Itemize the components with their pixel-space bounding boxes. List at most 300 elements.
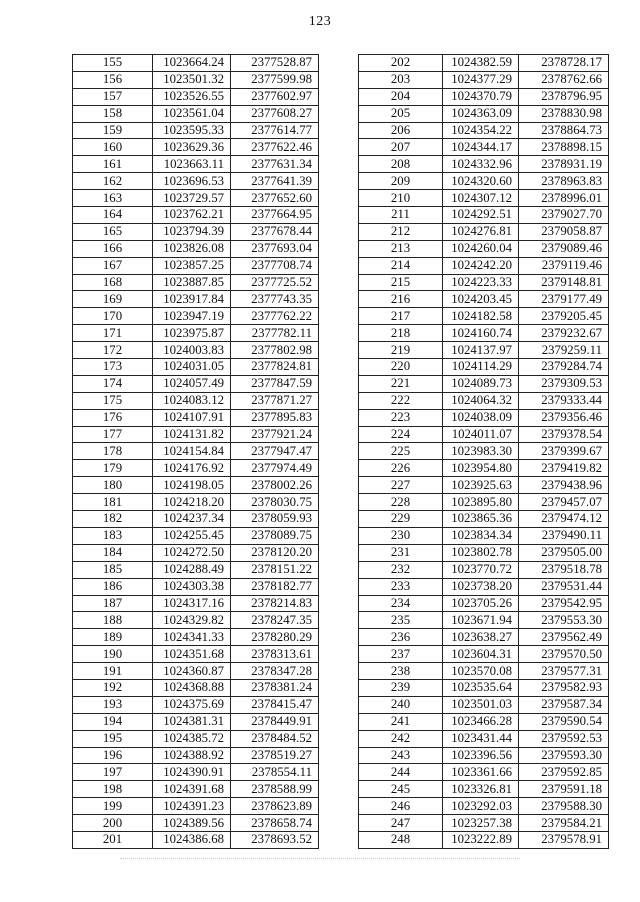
x-coordinate-cell: 1023729.57 [153, 190, 231, 207]
x-coordinate-cell: 1023802.78 [443, 544, 519, 561]
x-coordinate-cell: 1023887.85 [153, 274, 231, 291]
table-row [359, 494, 609, 511]
x-coordinate-cell: 1024107.91 [153, 409, 231, 426]
point-number-cell: 194 [73, 713, 153, 730]
y-coordinate-cell: 2378151.22 [231, 561, 319, 578]
y-coordinate-cell: 2378554.11 [231, 764, 319, 781]
y-coordinate-cell: 2378898.15 [519, 139, 609, 156]
table-row [73, 190, 319, 207]
point-number-cell: 166 [73, 240, 153, 257]
table-row [73, 747, 319, 764]
table-row [359, 257, 609, 274]
x-coordinate-cell: 1023501.03 [443, 696, 519, 713]
table-row [359, 629, 609, 646]
table-row [73, 359, 319, 376]
x-coordinate-cell: 1024176.92 [153, 460, 231, 477]
point-number-cell: 180 [73, 477, 153, 494]
y-coordinate-cell: 2377947.47 [231, 443, 319, 460]
y-coordinate-cell: 2379591.18 [519, 781, 609, 798]
table-row [73, 663, 319, 680]
point-number-cell: 175 [73, 392, 153, 409]
point-number-cell: 193 [73, 696, 153, 713]
point-number-cell: 231 [359, 544, 443, 561]
x-coordinate-cell: 1024089.73 [443, 375, 519, 392]
y-coordinate-cell: 2377608.27 [231, 105, 319, 122]
table-row [359, 359, 609, 376]
point-number-cell: 158 [73, 105, 153, 122]
table-row [73, 831, 319, 848]
x-coordinate-cell: 1024057.49 [153, 375, 231, 392]
y-coordinate-cell: 2378059.93 [231, 511, 319, 528]
point-number-cell: 187 [73, 595, 153, 612]
y-coordinate-cell: 2378762.66 [519, 71, 609, 88]
scan-artifact-line [120, 858, 520, 859]
y-coordinate-cell: 2379356.46 [519, 409, 609, 426]
table-row [359, 798, 609, 815]
point-number-cell: 234 [359, 595, 443, 612]
x-coordinate-cell: 1024363.09 [443, 105, 519, 122]
point-number-cell: 223 [359, 409, 443, 426]
x-coordinate-cell: 1024360.87 [153, 663, 231, 680]
x-coordinate-cell: 1023629.36 [153, 139, 231, 156]
table-row [73, 713, 319, 730]
x-coordinate-cell: 1023696.53 [153, 173, 231, 190]
table-row [73, 207, 319, 224]
y-coordinate-cell: 2378214.83 [231, 595, 319, 612]
x-coordinate-cell: 1024011.07 [443, 426, 519, 443]
point-number-cell: 163 [73, 190, 153, 207]
table-row [73, 730, 319, 747]
x-coordinate-cell: 1024031.05 [153, 359, 231, 376]
point-number-cell: 170 [73, 308, 153, 325]
point-number-cell: 181 [73, 494, 153, 511]
table-row [359, 544, 609, 561]
y-coordinate-cell: 2379577.31 [519, 663, 609, 680]
point-number-cell: 247 [359, 815, 443, 832]
table-row [73, 409, 319, 426]
table-row [359, 156, 609, 173]
y-coordinate-cell: 2377762.22 [231, 308, 319, 325]
y-coordinate-cell: 2379490.11 [519, 527, 609, 544]
table-row [359, 679, 609, 696]
y-coordinate-cell: 2377631.34 [231, 156, 319, 173]
x-coordinate-cell: 1024320.60 [443, 173, 519, 190]
table-row [359, 831, 609, 848]
x-coordinate-cell: 1024332.96 [443, 156, 519, 173]
point-number-cell: 162 [73, 173, 153, 190]
table-row [359, 561, 609, 578]
x-coordinate-cell: 1023865.36 [443, 511, 519, 528]
table-row [359, 663, 609, 680]
x-coordinate-cell: 1024003.83 [153, 342, 231, 359]
x-coordinate-cell: 1024218.20 [153, 494, 231, 511]
table-row [73, 646, 319, 663]
table-row [359, 375, 609, 392]
x-coordinate-cell: 1023431.44 [443, 730, 519, 747]
y-coordinate-cell: 2377693.04 [231, 240, 319, 257]
y-coordinate-cell: 2378002.26 [231, 477, 319, 494]
y-coordinate-cell: 2378588.99 [231, 781, 319, 798]
y-coordinate-cell: 2377708.74 [231, 257, 319, 274]
y-coordinate-cell: 2379284.74 [519, 359, 609, 376]
y-coordinate-cell: 2377528.87 [231, 55, 319, 72]
point-number-cell: 208 [359, 156, 443, 173]
x-coordinate-cell: 1024288.49 [153, 561, 231, 578]
y-coordinate-cell: 2378120.20 [231, 544, 319, 561]
y-coordinate-cell: 2378030.75 [231, 494, 319, 511]
y-coordinate-cell: 2378313.61 [231, 646, 319, 663]
table-row [359, 612, 609, 629]
y-coordinate-cell: 2379232.67 [519, 325, 609, 342]
table-row [359, 173, 609, 190]
x-coordinate-cell: 1024329.82 [153, 612, 231, 629]
table-row [359, 781, 609, 798]
x-coordinate-cell: 1024375.69 [153, 696, 231, 713]
table-row [73, 798, 319, 815]
point-number-cell: 210 [359, 190, 443, 207]
table-row [359, 527, 609, 544]
y-coordinate-cell: 2378931.19 [519, 156, 609, 173]
y-coordinate-cell: 2378623.89 [231, 798, 319, 815]
point-number-cell: 190 [73, 646, 153, 663]
table-row [73, 105, 319, 122]
point-number-cell: 228 [359, 494, 443, 511]
table-row [359, 747, 609, 764]
x-coordinate-cell: 1024114.29 [443, 359, 519, 376]
x-coordinate-cell: 1024203.45 [443, 291, 519, 308]
x-coordinate-cell: 1024341.33 [153, 629, 231, 646]
x-coordinate-cell: 1024354.22 [443, 122, 519, 139]
table-row [73, 696, 319, 713]
table-row [359, 71, 609, 88]
point-number-cell: 240 [359, 696, 443, 713]
x-coordinate-cell: 1024223.33 [443, 274, 519, 291]
x-coordinate-cell: 1024382.59 [443, 55, 519, 72]
table-row [73, 342, 319, 359]
table-row [359, 764, 609, 781]
coordinates-table-right [358, 54, 609, 849]
table-row [73, 71, 319, 88]
table-row [359, 426, 609, 443]
y-coordinate-cell: 2378247.35 [231, 612, 319, 629]
x-coordinate-cell: 1024344.17 [443, 139, 519, 156]
x-coordinate-cell: 1024272.50 [153, 544, 231, 561]
table-row [73, 612, 319, 629]
point-number-cell: 214 [359, 257, 443, 274]
table-row [73, 679, 319, 696]
y-coordinate-cell: 2377782.11 [231, 325, 319, 342]
table-row [359, 713, 609, 730]
coordinates-table-left [72, 54, 319, 849]
table-row [359, 88, 609, 105]
point-number-cell: 192 [73, 679, 153, 696]
y-coordinate-cell: 2379584.21 [519, 815, 609, 832]
y-coordinate-cell: 2379592.85 [519, 764, 609, 781]
y-coordinate-cell: 2378963.83 [519, 173, 609, 190]
y-coordinate-cell: 2379518.78 [519, 561, 609, 578]
x-coordinate-cell: 1024386.68 [153, 831, 231, 848]
table-row [73, 629, 319, 646]
point-number-cell: 178 [73, 443, 153, 460]
x-coordinate-cell: 1023501.32 [153, 71, 231, 88]
y-coordinate-cell: 2377599.98 [231, 71, 319, 88]
point-number-cell: 218 [359, 325, 443, 342]
y-coordinate-cell: 2378484.52 [231, 730, 319, 747]
y-coordinate-cell: 2379570.50 [519, 646, 609, 663]
x-coordinate-cell: 1023664.24 [153, 55, 231, 72]
x-coordinate-cell: 1024391.68 [153, 781, 231, 798]
point-number-cell: 243 [359, 747, 443, 764]
point-number-cell: 188 [73, 612, 153, 629]
y-coordinate-cell: 2379505.00 [519, 544, 609, 561]
point-number-cell: 191 [73, 663, 153, 680]
x-coordinate-cell: 1023794.39 [153, 223, 231, 240]
point-number-cell: 206 [359, 122, 443, 139]
x-coordinate-cell: 1023535.64 [443, 679, 519, 696]
y-coordinate-cell: 2377974.49 [231, 460, 319, 477]
table-row [359, 646, 609, 663]
table-row [73, 426, 319, 443]
x-coordinate-cell: 1023738.20 [443, 578, 519, 595]
x-coordinate-cell: 1024390.91 [153, 764, 231, 781]
y-coordinate-cell: 2379309.53 [519, 375, 609, 392]
x-coordinate-cell: 1024292.51 [443, 207, 519, 224]
x-coordinate-cell: 1024385.72 [153, 730, 231, 747]
x-coordinate-cell: 1024083.12 [153, 392, 231, 409]
point-number-cell: 179 [73, 460, 153, 477]
y-coordinate-cell: 2377602.97 [231, 88, 319, 105]
y-coordinate-cell: 2379119.46 [519, 257, 609, 274]
y-coordinate-cell: 2377921.24 [231, 426, 319, 443]
table-row [359, 815, 609, 832]
x-coordinate-cell: 1023257.38 [443, 815, 519, 832]
point-number-cell: 156 [73, 71, 153, 88]
table-row [73, 781, 319, 798]
table-row [359, 122, 609, 139]
point-number-cell: 246 [359, 798, 443, 815]
table-row [73, 392, 319, 409]
y-coordinate-cell: 2378658.74 [231, 815, 319, 832]
x-coordinate-cell: 1024303.38 [153, 578, 231, 595]
point-number-cell: 226 [359, 460, 443, 477]
x-coordinate-cell: 1023770.72 [443, 561, 519, 578]
x-coordinate-cell: 1023604.31 [443, 646, 519, 663]
point-number-cell: 212 [359, 223, 443, 240]
x-coordinate-cell: 1024388.92 [153, 747, 231, 764]
point-number-cell: 177 [73, 426, 153, 443]
point-number-cell: 195 [73, 730, 153, 747]
point-number-cell: 244 [359, 764, 443, 781]
table-row [73, 55, 319, 72]
x-coordinate-cell: 1024038.09 [443, 409, 519, 426]
point-number-cell: 184 [73, 544, 153, 561]
y-coordinate-cell: 2377614.77 [231, 122, 319, 139]
table-row [73, 578, 319, 595]
x-coordinate-cell: 1024368.88 [153, 679, 231, 696]
table-row [73, 477, 319, 494]
y-coordinate-cell: 2379578.91 [519, 831, 609, 848]
point-number-cell: 242 [359, 730, 443, 747]
point-number-cell: 245 [359, 781, 443, 798]
point-number-cell: 238 [359, 663, 443, 680]
point-number-cell: 174 [73, 375, 153, 392]
x-coordinate-cell: 1023396.56 [443, 747, 519, 764]
y-coordinate-cell: 2378728.17 [519, 55, 609, 72]
point-number-cell: 183 [73, 527, 153, 544]
table-row [73, 443, 319, 460]
point-number-cell: 198 [73, 781, 153, 798]
y-coordinate-cell: 2379205.45 [519, 308, 609, 325]
table-row [359, 325, 609, 342]
x-coordinate-cell: 1023857.25 [153, 257, 231, 274]
table-row [359, 308, 609, 325]
point-number-cell: 176 [73, 409, 153, 426]
y-coordinate-cell: 2379474.12 [519, 511, 609, 528]
x-coordinate-cell: 1024381.31 [153, 713, 231, 730]
page-number: 123 [308, 14, 332, 29]
point-number-cell: 222 [359, 392, 443, 409]
point-number-cell: 182 [73, 511, 153, 528]
point-number-cell: 237 [359, 646, 443, 663]
table-row [359, 105, 609, 122]
y-coordinate-cell: 2377652.60 [231, 190, 319, 207]
x-coordinate-cell: 1023361.66 [443, 764, 519, 781]
point-number-cell: 200 [73, 815, 153, 832]
point-number-cell: 229 [359, 511, 443, 528]
x-coordinate-cell: 1023638.27 [443, 629, 519, 646]
table-row [359, 477, 609, 494]
table-row [73, 139, 319, 156]
y-coordinate-cell: 2379058.87 [519, 223, 609, 240]
table-row [359, 730, 609, 747]
table-row [359, 274, 609, 291]
x-coordinate-cell: 1023222.89 [443, 831, 519, 848]
y-coordinate-cell: 2379148.81 [519, 274, 609, 291]
point-number-cell: 173 [73, 359, 153, 376]
point-number-cell: 207 [359, 139, 443, 156]
table-row [73, 561, 319, 578]
point-number-cell: 217 [359, 308, 443, 325]
y-coordinate-cell: 2378415.47 [231, 696, 319, 713]
y-coordinate-cell: 2378089.75 [231, 527, 319, 544]
point-number-cell: 235 [359, 612, 443, 629]
point-number-cell: 165 [73, 223, 153, 240]
x-coordinate-cell: 1024389.56 [153, 815, 231, 832]
point-number-cell: 202 [359, 55, 443, 72]
point-number-cell: 157 [73, 88, 153, 105]
point-number-cell: 164 [73, 207, 153, 224]
point-number-cell: 230 [359, 527, 443, 544]
y-coordinate-cell: 2379590.54 [519, 713, 609, 730]
table-row [359, 443, 609, 460]
table-row [359, 392, 609, 409]
x-coordinate-cell: 1024307.12 [443, 190, 519, 207]
x-coordinate-cell: 1023834.34 [443, 527, 519, 544]
table-row [73, 223, 319, 240]
y-coordinate-cell: 2379089.46 [519, 240, 609, 257]
x-coordinate-cell: 1024351.68 [153, 646, 231, 663]
table-row [73, 494, 319, 511]
y-coordinate-cell: 2378449.91 [231, 713, 319, 730]
y-coordinate-cell: 2378830.98 [519, 105, 609, 122]
x-coordinate-cell: 1023947.19 [153, 308, 231, 325]
x-coordinate-cell: 1024198.05 [153, 477, 231, 494]
table-row [73, 274, 319, 291]
table-row [73, 308, 319, 325]
table-row [359, 342, 609, 359]
y-coordinate-cell: 2379399.67 [519, 443, 609, 460]
y-coordinate-cell: 2377641.39 [231, 173, 319, 190]
table-row [359, 460, 609, 477]
table-row [73, 815, 319, 832]
x-coordinate-cell: 1023917.84 [153, 291, 231, 308]
table-row [73, 291, 319, 308]
y-coordinate-cell: 2378796.95 [519, 88, 609, 105]
x-coordinate-cell: 1023705.26 [443, 595, 519, 612]
table-row [359, 55, 609, 72]
y-coordinate-cell: 2379592.53 [519, 730, 609, 747]
x-coordinate-cell: 1023925.63 [443, 477, 519, 494]
x-coordinate-cell: 1023326.81 [443, 781, 519, 798]
y-coordinate-cell: 2379588.30 [519, 798, 609, 815]
table-row [359, 207, 609, 224]
point-number-cell: 189 [73, 629, 153, 646]
point-number-cell: 197 [73, 764, 153, 781]
x-coordinate-cell: 1023561.04 [153, 105, 231, 122]
x-coordinate-cell: 1024131.82 [153, 426, 231, 443]
y-coordinate-cell: 2377725.52 [231, 274, 319, 291]
y-coordinate-cell: 2378381.24 [231, 679, 319, 696]
point-number-cell: 239 [359, 679, 443, 696]
table-row [359, 696, 609, 713]
point-number-cell: 196 [73, 747, 153, 764]
table-row [73, 88, 319, 105]
table-row [73, 544, 319, 561]
y-coordinate-cell: 2379027.70 [519, 207, 609, 224]
point-number-cell: 224 [359, 426, 443, 443]
y-coordinate-cell: 2379593.30 [519, 747, 609, 764]
point-number-cell: 172 [73, 342, 153, 359]
point-number-cell: 215 [359, 274, 443, 291]
y-coordinate-cell: 2378996.01 [519, 190, 609, 207]
point-number-cell: 220 [359, 359, 443, 376]
y-coordinate-cell: 2379587.34 [519, 696, 609, 713]
table-row [73, 527, 319, 544]
x-coordinate-cell: 1023975.87 [153, 325, 231, 342]
table-row [73, 460, 319, 477]
table-row [73, 764, 319, 781]
y-coordinate-cell: 2377847.59 [231, 375, 319, 392]
x-coordinate-cell: 1023595.33 [153, 122, 231, 139]
point-number-cell: 219 [359, 342, 443, 359]
table-row [73, 511, 319, 528]
x-coordinate-cell: 1024137.97 [443, 342, 519, 359]
table-row [73, 156, 319, 173]
point-number-cell: 185 [73, 561, 153, 578]
point-number-cell: 241 [359, 713, 443, 730]
point-number-cell: 236 [359, 629, 443, 646]
y-coordinate-cell: 2379177.49 [519, 291, 609, 308]
y-coordinate-cell: 2378864.73 [519, 122, 609, 139]
y-coordinate-cell: 2378347.28 [231, 663, 319, 680]
y-coordinate-cell: 2379562.49 [519, 629, 609, 646]
y-coordinate-cell: 2377871.27 [231, 392, 319, 409]
y-coordinate-cell: 2378519.27 [231, 747, 319, 764]
table-row [73, 257, 319, 274]
point-number-cell: 227 [359, 477, 443, 494]
point-number-cell: 186 [73, 578, 153, 595]
y-coordinate-cell: 2379457.07 [519, 494, 609, 511]
